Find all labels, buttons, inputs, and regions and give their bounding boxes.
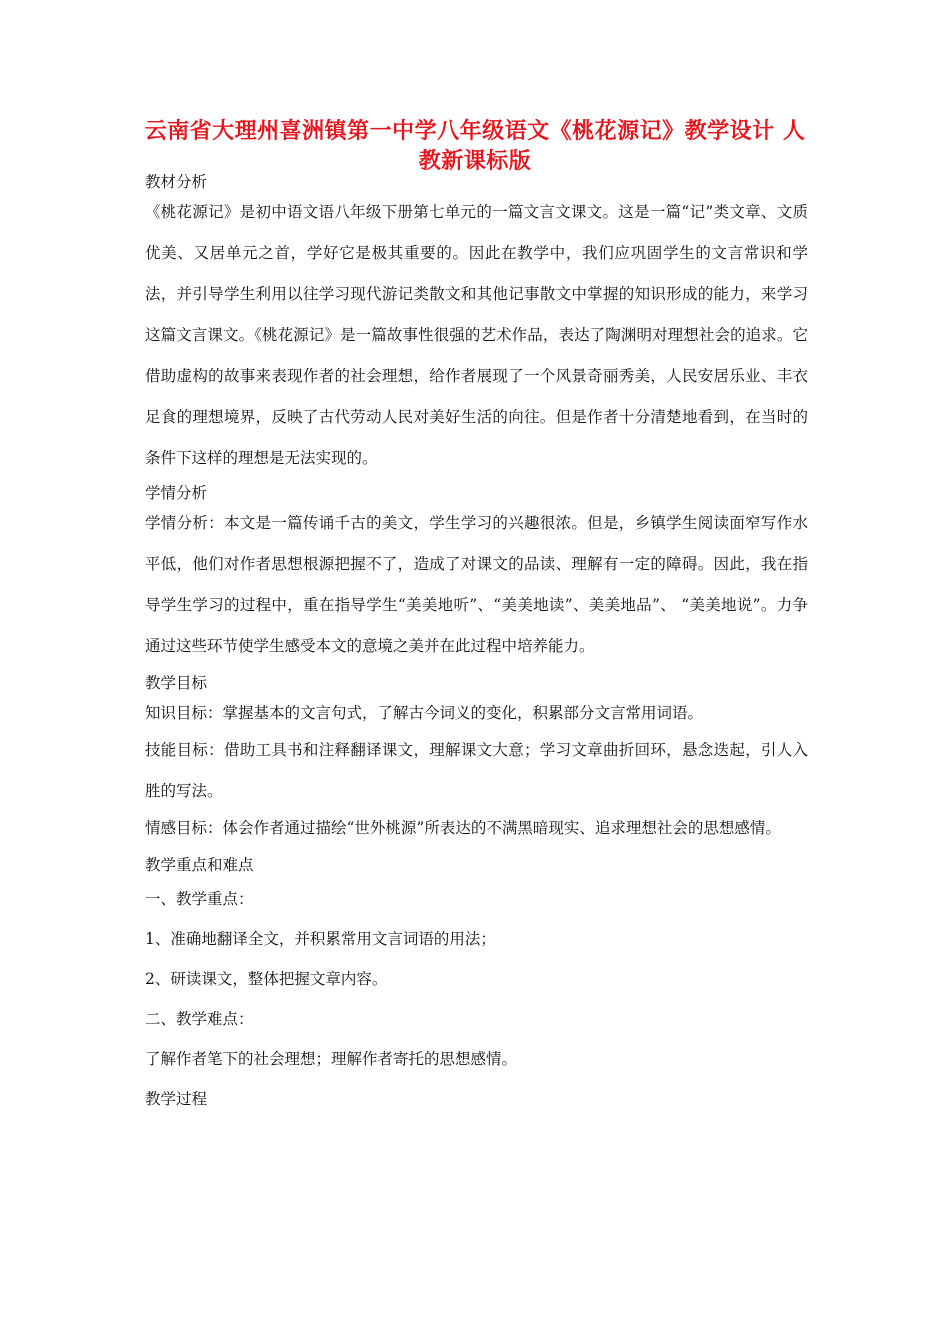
section-heading-material: 教材分析 [145,173,208,191]
goal-emotion: 情感目标：体会作者通过描绘“世外桃源”所表达的不满黑暗现实、追求理想社会的思想感情。 [145,819,781,837]
document-title: 云南省大理州喜洲镇第一中学八年级语文《桃花源记》教学设计 人教新课标版 [144,118,806,174]
difficulty-item: 了解作者笔下的社会理想；理解作者寄托的思想感情。 [145,1050,518,1068]
student-analysis-paragraph: 学情分析：本文是一篇传诵千古的美文，学生学习的兴趣很浓。但是，乡镇学生阅读面窄写作水平低，他们对作者思想根源把握不了，造成了对课文的品读、理解有一定的障碍。因此，我在指导学生学习的过程中，重在指导学生“美美地听”、“美美地读”、美美地品”、 “美美地说”。力争通过这些环节使学生感受本文的意境之美并在此过程中培养能力。 [145,514,808,655]
focus-subheading-key: 一、教学重点： [145,890,254,908]
goal-knowledge: 知识目标：掌握基本的文言句式，了解古今词义的变化，积累部分文言常用词语。 [145,704,704,722]
focus-subheading-difficulty: 二、教学难点： [145,1010,254,1028]
material-analysis-paragraph: 《桃花源记》是初中语文语八年级下册第七单元的一篇文言文课文。这是一篇“记”类文章、文质优美、又居单元之首，学好它是极其重要的。因此在教学中，我们应巩固学生的文言常识和学法，并引导学生利用以往学习现代游记类散文和其他记事散文中掌握的知识形成的能力，来学习这篇文言课文。《桃花源记》是一篇故事性很强的艺术作品，表达了陶渊明对理想社会的追求。它借助虚构的故事来表现作者的社会理想，给作者展现了一个风景奇丽秀美，人民安居乐业、丰衣足食的理想境界，反映了古代劳动人民对美好生活的向往。但是作者十分清楚地看到，在当时的条件下这样的理想是无法实现的。 [145,203,808,467]
document-body [145,172,808,1122]
section-heading-focus: 教学重点和难点 [145,856,254,874]
focus-item-1: 1、准确地翻译全文，并积累常用文言词语的用法； [145,930,496,948]
focus-item-2: 2、研读课文，整体把握文章内容。 [145,970,388,988]
section-heading-goals: 教学目标 [145,674,208,692]
section-heading-process: 教学过程 [145,1090,208,1108]
goal-skill: 技能目标：借助工具书和注释翻译课文，理解课文大意；学习文章曲折回环，悬念迭起，引人入胜的写法。 [145,741,808,800]
section-heading-student: 学情分析 [145,484,208,502]
